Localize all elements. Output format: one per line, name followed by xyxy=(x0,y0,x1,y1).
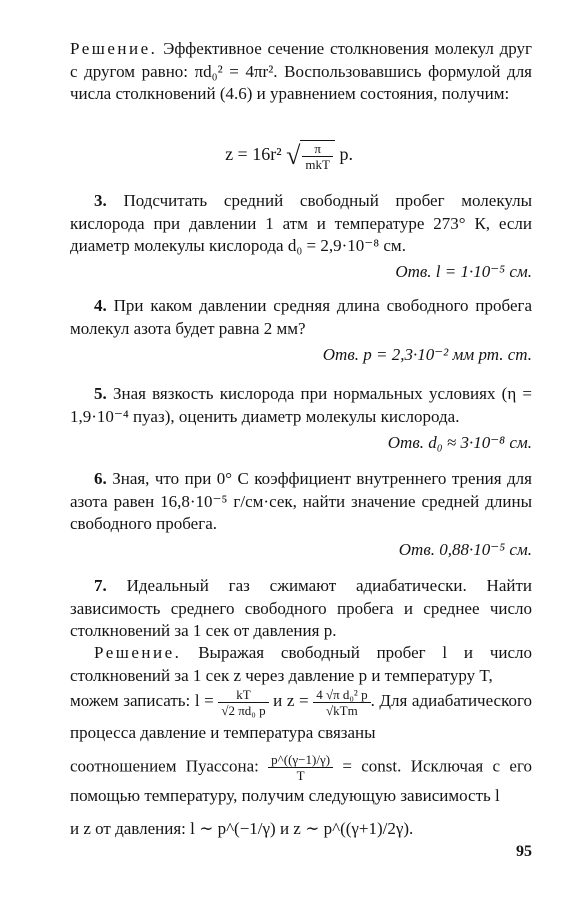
problem-6-text: Зная, что при 0° С коэффициент внутреннего трения для азота равен 16,8·10⁻⁵ г/см·сек, найти значение средней длины свободного пробега. xyxy=(70,469,532,533)
answer-5 xyxy=(388,433,532,453)
poisson-fraction xyxy=(268,752,333,783)
answer-5-value: d₀ ≈ 3·10⁻⁸ см. xyxy=(428,433,532,452)
problem-6 xyxy=(70,468,532,536)
problem-5-number: 5. xyxy=(94,384,107,403)
solution-7-line1-text: Выражая свободный пробег l и число столкновений за 1 сек z через давление p и температуру T, xyxy=(70,643,532,685)
problem-6-number: 6. xyxy=(94,469,107,488)
answer-4-value: p = 2,3·10⁻² мм рт. ст. xyxy=(363,345,532,364)
solution-7-line2 xyxy=(70,686,532,748)
solution-7-line4 xyxy=(70,818,532,841)
solution-7-line2-start: можем записать: xyxy=(70,691,191,710)
formula-frac-den: mkT xyxy=(305,157,330,172)
z-num: 4 √π d₀² p xyxy=(313,687,370,703)
poisson-num: p^((γ−1)/γ) xyxy=(268,752,333,768)
problem-3 xyxy=(70,190,532,258)
solution-7-line1 xyxy=(70,642,532,687)
problem-7-number: 7. xyxy=(94,576,107,595)
poisson-den: T xyxy=(296,768,305,783)
answer-3-value: l = 1·10⁻⁵ см. xyxy=(435,262,532,281)
formula-lhs: z = 16r² xyxy=(225,144,282,165)
problem-4 xyxy=(70,295,532,340)
problem-4-text: При каком давлении средняя длина свободного пробега молекул азота будет равна 2 мм? xyxy=(70,296,533,338)
problem-7 xyxy=(70,575,532,643)
page-number: 95 xyxy=(516,843,532,860)
l-eq: l = xyxy=(194,691,214,710)
problem-3-text: Подсчитать средний свободный пробег молекулы кислорода при давлении 1 атм и температуре 273° К, если диаметр молекулы кислорода d₀ = 2,9·10⁻⁸ см. xyxy=(70,191,533,255)
answer-4 xyxy=(323,345,532,365)
l-den: √2 πd₀ p xyxy=(221,702,266,718)
problem-3-number: 3. xyxy=(94,191,107,210)
answer-4-label: Отв. xyxy=(322,345,359,364)
solution-7-line3-start: соотношением Пуассона: xyxy=(70,756,259,776)
solution-7-line3-end: Исключая с его помощью температуру, получим следующую зависимость l xyxy=(70,756,532,805)
problem-5 xyxy=(70,383,532,428)
answer-6-value: 0,88·10⁻⁵ см. xyxy=(439,540,532,559)
l-num: kT xyxy=(218,687,268,703)
intro-paragraph xyxy=(70,38,532,106)
solution-7-line3 xyxy=(70,752,532,809)
formula-rhs: p. xyxy=(339,144,353,165)
formula-sqrt-fraction xyxy=(300,140,335,172)
problem-4-number: 4. xyxy=(94,296,107,315)
poisson-rhs: = const. xyxy=(342,756,402,776)
z-fraction xyxy=(313,687,370,718)
solution-7-label: Решение. xyxy=(94,643,182,662)
solution-label: Решение. xyxy=(70,39,158,58)
answer-5-label: Отв. xyxy=(387,433,424,452)
problem-5-text: Зная вязкость кислорода при нормальных условиях (η = 1,9·10⁻⁴ пуаз), оценить диаметр молекулы кислорода. xyxy=(70,384,532,426)
formula-z: z = 16r² √ $\frac{\pi}{\text{mkT}}$ p. xyxy=(225,141,353,172)
l-fraction xyxy=(218,687,268,718)
and-text: и xyxy=(273,691,283,710)
z-eq: z = xyxy=(286,691,309,710)
solution-7-line2-end: . Для адиабатического процесса давление и температура связаны xyxy=(70,691,533,742)
intro-text: Эффективное сечение столкновения молекул друг с другом равно: πd₀² = 4πr². Воспользовавшись формулой для числа столкновений (4.6) и уравнением состояния, получим: xyxy=(70,39,532,103)
z-den: √kTm xyxy=(326,702,358,718)
problem-7-text: Идеальный газ сжимают адиабатически. Найти зависимость среднего свободного пробега и среднее число столкновений за 1 сек от давления p. xyxy=(70,576,532,640)
solution-7-line4-text: и z от давления: l ∼ p^(−1/γ) и z ∼ p^((γ+1)/2γ). xyxy=(70,819,414,838)
answer-6-label: Отв. xyxy=(398,540,435,559)
answer-6 xyxy=(399,540,532,560)
formula-frac-num: π xyxy=(302,141,333,157)
answer-3 xyxy=(395,262,532,282)
answer-3-label: Отв. xyxy=(395,262,432,281)
